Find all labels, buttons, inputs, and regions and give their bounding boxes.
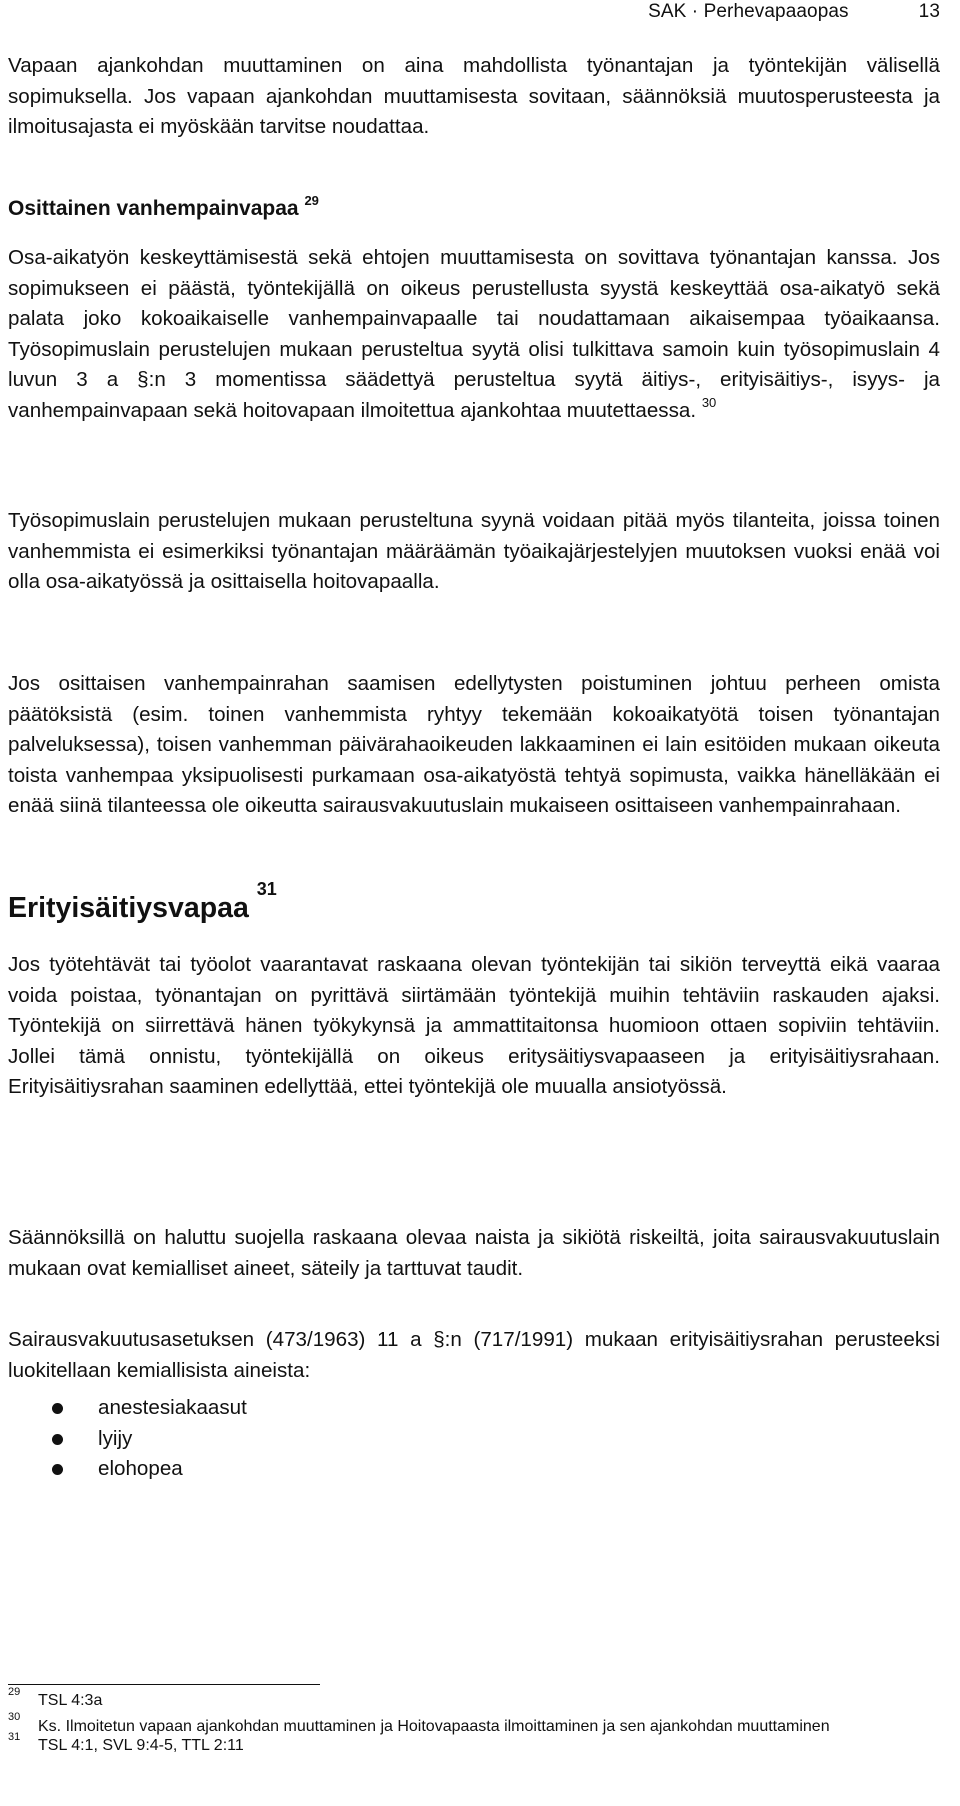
- paragraph-2: [8, 243, 940, 427]
- section-heading-erityisaitiysvapaa: [8, 878, 940, 926]
- paragraph-text: Säännöksillä on haluttu suojella raskaana olevaa naista ja sikiötä riskeiltä, joita sairausvakuutuslain mukaan ovat kemialliset aineet, säteily ja tarttuvat taudit.: [8, 1226, 940, 1280]
- paragraph-3: [8, 506, 940, 598]
- paragraph-text: Vapaan ajankohdan muuttaminen on aina mahdollista työnantajan ja työntekijän välisellä sopimuksella. Jos vapaan ajankohdan muuttamisesta sovitaan, säännöksiä muutosperusteesta ja ilmoitusajasta ei myöskään tarvitse noudattaa.: [8, 54, 940, 139]
- paragraph-5: [8, 950, 940, 1103]
- header-title: SAK · Perhevapaaopas: [648, 1, 849, 22]
- paragraph-text: Osa-aikatyön keskeyttämisestä sekä ehtojen muuttamisesta on sovittava työnantajan kanssa. Jos sopimukseen ei päästä, työntekijällä on oikeus perustellusta syystä keskeyttää osa-aikatyö sekä palata joko kokoaikaiselle vanhempainvapaalle tai noudattamaan aikaisempaa työaikaansa. Työsopimuslain perustelujen mukaan perusteltua syytä olisi tulkittava samoin kuin työsopimuslain 4 luvun 3 a §:n 3 momentissa säädettyä perusteltua syytä äitiys-, erityisäitiys-, isyys- ja vanhempainvapaan sekä hoitovapaan ilmoitettua ajankohtaa muutettaessa.: [8, 246, 940, 422]
- list-item: lyijy: [8, 1424, 940, 1455]
- footnotes: [8, 1685, 940, 1756]
- bullet-icon: [52, 1464, 63, 1475]
- bullet-icon: [52, 1403, 63, 1414]
- page-header: [648, 0, 940, 24]
- paragraph-text: Työsopimuslain perustelujen mukaan perusteltuna syynä voidaan pitää myös tilanteita, joissa toinen vanhemmista ei esimerkiksi työnantajan määräämän työaikajärjestelyjen muutoksen vuoksi enää voi olla osa-aikatyössä ja osittaisella hoitovapaalla.: [8, 509, 940, 594]
- list-item: anestesiakaasut: [8, 1393, 940, 1424]
- paragraph-text: Jos työtehtävät tai työolot vaarantavat raskaana olevan työntekijän tai sikiön terveyttä eikä vaaraa voida poistaa, työnantajan on pyrittävä siirtämään työntekijä muihin tehtäviin raskauden ajaksi. Työntekijä on siirrettävä hänen työkykynsä ja ammattitaitonsa huomioon ottaen sopiviin tehtäviin. Jollei tämä onnistu, työntekijällä on oikeus eritysäitiysvapaaseen ja erityisäitiysrahaan. Erityisäitiysrahan saaminen edellyttää, ettei työntekijä ole muualla ansiotyössä.: [8, 953, 940, 1099]
- footnote-ref: 30: [701, 395, 717, 411]
- paragraph-4: [8, 669, 940, 822]
- page-number: 13: [918, 1, 940, 22]
- paragraph-6: [8, 1223, 940, 1284]
- section-title: Osittainen vanhempainvapaa: [8, 197, 299, 220]
- footnote: $^{30}$Ks. Ilmoitetun vapaan ajankohdan muuttaminen ja Hoitovapaasta ilmoittaminen ja sen ajankohdan muuttaminen: [8, 1711, 830, 1735]
- bullet-icon: [52, 1434, 63, 1445]
- bullet-list: [8, 1393, 940, 1485]
- paragraph-text: Sairausvakuutusasetuksen (473/1963) 11 a §:n (717/1991) mukaan erityisäitiysrahan perusteeksi luokitellaan kemiallisista aineista:: [8, 1328, 940, 1382]
- footnote: $^{31}$TSL 4:1, SVL 9:4-5, TTL 2:11: [8, 1730, 244, 1754]
- section-heading-osittainen: [8, 194, 940, 224]
- section-title: Erityisäitiysvapaa: [8, 892, 249, 924]
- footnote-ref: 31: [256, 878, 277, 899]
- paragraph-text: Jos osittaisen vanhempainrahan saamisen edellytysten poistuminen johtuu perheen omista päätöksistä (esim. toinen vanhemmista ryhtyy tekemään kokoaikatyötä toisen työnantajan palveluksessa), toisen vanhemman päivärahaoikeuden lakkaaminen ei lain esitöiden mukaan oikeuta toista vanhempaa yksipuolisesti purkamaan osa-aikatyöstä tehtyä sopimusta, vaikka hänelläkään ei enää siinä tilanteessa ole oikeutta sairausvakuutuslain mukaiseen osittaiseen vanhempainrahaan.: [8, 672, 940, 818]
- footnote-ref: 29: [304, 193, 319, 208]
- paragraph-1: [8, 51, 940, 143]
- footnote-divider: [8, 1684, 320, 1685]
- list-item: elohopea: [8, 1454, 940, 1485]
- paragraph-7: [8, 1325, 940, 1386]
- footnote: $^{29}$TSL 4:3a: [8, 1685, 103, 1709]
